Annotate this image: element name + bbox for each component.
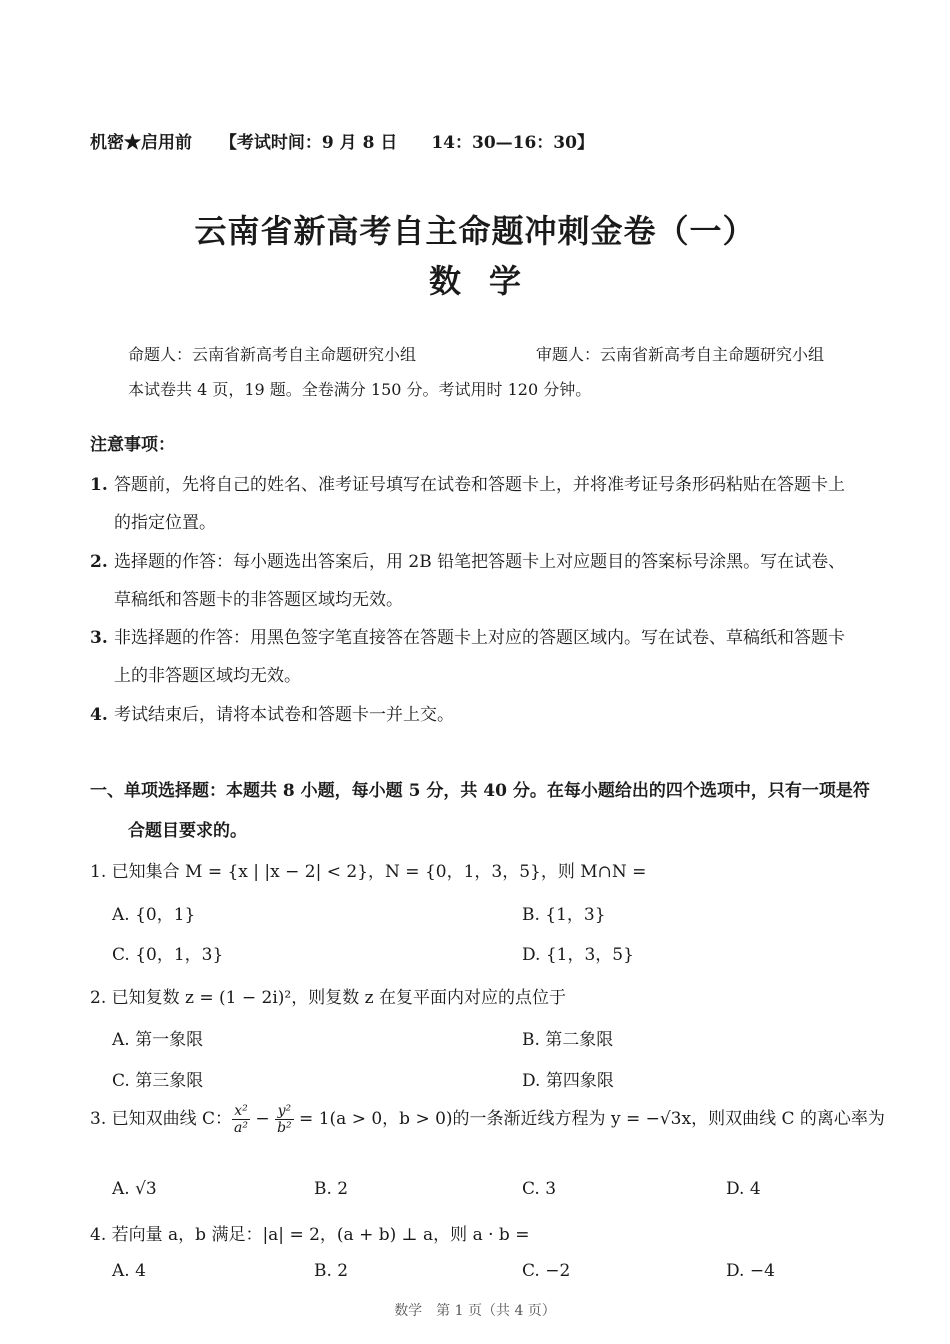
notice-num: 3. — [90, 628, 108, 648]
option-a: A. {0，1} — [112, 905, 196, 925]
notice-text-cont: 的指定位置。 — [114, 513, 216, 533]
confidential-label: 机密★启用前 — [90, 133, 192, 153]
notice-num: 1. — [90, 475, 108, 495]
question-stem: 1. 已知集合 M = {x | |x − 2| < 2}，N = {0，1，3，5}，则 M∩N = — [90, 862, 647, 882]
minus-sign: − — [250, 1109, 276, 1129]
exam-header — [90, 128, 594, 153]
option-a: A. √3 — [112, 1179, 157, 1199]
exam-time: 【考试时间：9 月 8 日 14：30—16：30】 — [219, 133, 594, 153]
option-a: A. 4 — [112, 1261, 146, 1281]
option-c: C. 第三象限 — [112, 1071, 204, 1091]
notice-item — [90, 470, 845, 495]
fraction-denominator: b² — [277, 1120, 292, 1136]
option-c: C. 3 — [522, 1179, 557, 1199]
option-b: B. 2 — [314, 1261, 349, 1281]
option-d: D. 第四象限 — [522, 1071, 614, 1091]
fraction — [232, 1103, 250, 1136]
notice-item — [90, 547, 845, 572]
notice-text: 考试结束后，请将本试卷和答题卡一并上交。 — [114, 705, 454, 725]
notice-text: 非选择题的作答：用黑色签字笔直接答在答题卡上对应的答题区域内。写在试卷、草稿纸和答题卡 — [114, 628, 845, 648]
stem-text: 3. 已知双曲线 C： — [90, 1109, 233, 1129]
option-c: C. −2 — [522, 1261, 571, 1281]
notice-text-cont: 上的非答题区域均无效。 — [114, 666, 301, 686]
notice-num: 4. — [90, 705, 108, 725]
reviewer-line: 审题人：云南省新高考自主命题研究小组 — [536, 345, 825, 364]
notice-text: 选择题的作答：每小题选出答案后，用 2B 铅笔把答题卡上对应题目的答案标号涂黑。写在试卷、 — [114, 552, 846, 572]
section-heading: 一、单项选择题：本题共 8 小题，每小题 5 分，共 40 分。在每小题给出的四个选项中，只有一项是符 — [90, 781, 870, 801]
fraction-numerator: x² — [232, 1103, 250, 1120]
subject-title: 数学 — [428, 262, 549, 300]
question-stem: 2. 已知复数 z = (1 − 2i)²，则复数 z 在复平面内对应的点位于 — [90, 988, 566, 1008]
question-stem: 4. 若向量 a，b 满足：|a| = 2，(a + b) ⊥ a，则 a · b = — [90, 1225, 530, 1245]
question-stem — [90, 1103, 885, 1136]
notice-item — [90, 700, 454, 725]
paper-title: 云南省新高考自主命题冲刺金卷（一） — [194, 212, 756, 250]
fraction — [275, 1103, 294, 1136]
setter-line: 命题人：云南省新高考自主命题研究小组 — [128, 345, 417, 364]
option-d: D. −4 — [726, 1261, 775, 1281]
notice-title: 注意事项： — [90, 435, 175, 455]
fraction-denominator: a² — [234, 1120, 249, 1136]
option-a: A. 第一象限 — [112, 1030, 204, 1050]
notice-text: 答题前，先将自己的姓名、准考证号填写在试卷和答题卡上，并将准考证号条形码粘贴在答题卡上 — [114, 475, 845, 495]
option-b: B. 2 — [314, 1179, 349, 1199]
page-footer: 数学 第 1 页（共 4 页） — [394, 1303, 556, 1319]
stem-text: = 1(a > 0，b > 0)的一条渐近线方程为 y = −√3x，则双曲线 C 的离心率为 — [293, 1109, 885, 1129]
option-d: D. 4 — [726, 1179, 761, 1199]
option-d: D. {1，3，5} — [522, 945, 634, 965]
notice-text-cont: 草稿纸和答题卡的非答题区域均无效。 — [114, 590, 403, 610]
option-b: B. 第二象限 — [522, 1030, 614, 1050]
paper-info: 本试卷共 4 页，19 题。全卷满分 150 分。考试用时 120 分钟。 — [128, 380, 592, 399]
fraction-numerator: y² — [275, 1103, 294, 1120]
section-heading-cont: 合题目要求的。 — [128, 821, 247, 841]
notice-num: 2. — [90, 552, 108, 572]
option-b: B. {1，3} — [522, 905, 606, 925]
notice-item — [90, 623, 845, 648]
option-c: C. {0，1，3} — [112, 945, 224, 965]
